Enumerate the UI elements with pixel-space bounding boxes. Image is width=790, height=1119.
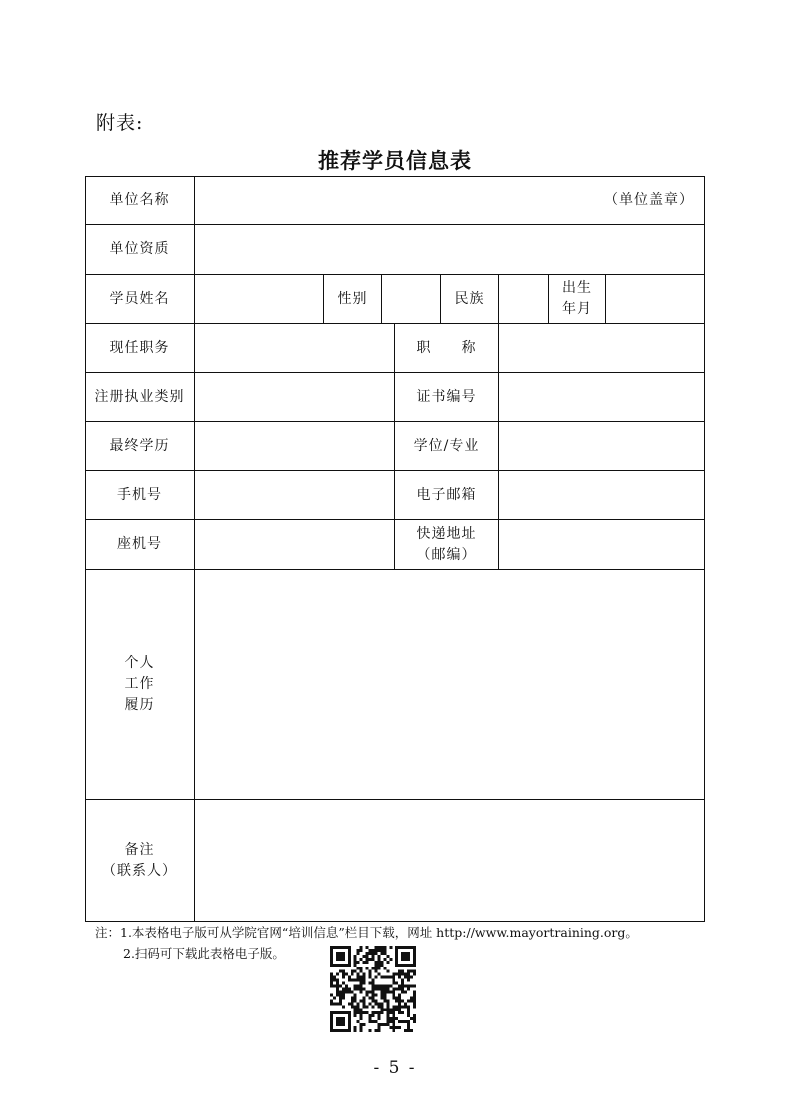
resume-label — [85, 570, 194, 799]
mobile-label: 手机号 — [117, 486, 162, 503]
birth-date-label-line1: 出生 — [562, 280, 592, 296]
education-field[interactable] — [195, 422, 394, 470]
resume-field[interactable] — [195, 570, 704, 799]
page-number: - 5 - — [373, 1058, 417, 1078]
license-category-field[interactable] — [195, 373, 394, 421]
remarks-label-line1: 备注 — [124, 841, 155, 858]
license-category-label: 注册执业类别 — [94, 388, 185, 405]
landline-field[interactable] — [195, 520, 394, 569]
address-field[interactable] — [499, 520, 704, 569]
note-line-2: 2.扫码可下载此表格电子版。 — [123, 946, 285, 961]
job-title-field[interactable] — [499, 324, 704, 372]
ethnicity-field[interactable] — [499, 275, 548, 323]
unit-stamp-note: （单位盖章） — [604, 191, 694, 208]
email-label: 电子邮箱 — [416, 486, 477, 503]
student-name-label: 学员姓名 — [109, 290, 170, 307]
student-info-form — [85, 176, 705, 922]
certificate-no-field[interactable] — [499, 373, 704, 421]
address-label-line2: （邮编） — [416, 546, 477, 563]
current-position-field[interactable] — [195, 324, 394, 372]
student-name-field[interactable] — [195, 275, 323, 323]
unit-name-label: 单位名称 — [109, 191, 170, 208]
gender-field[interactable] — [382, 275, 440, 323]
mobile-field[interactable] — [195, 471, 394, 519]
unit-qualification-field[interactable] — [195, 225, 704, 274]
degree-major-label: 学位/专业 — [413, 437, 480, 454]
resume-label-line2: 工作 — [124, 676, 155, 692]
attachment-label: 附表: — [96, 112, 144, 134]
resume-label-line1: 个人 — [124, 655, 155, 671]
landline-label: 座机号 — [117, 536, 162, 552]
email-field[interactable] — [499, 471, 704, 519]
resume-label-line3: 履历 — [124, 697, 155, 713]
remarks-field[interactable] — [195, 800, 704, 921]
unit-qualification-label: 单位资质 — [109, 241, 170, 257]
remarks-label — [85, 800, 194, 921]
current-position-label: 现任职务 — [109, 339, 170, 356]
birth-date-label — [549, 275, 605, 323]
education-label: 最终学历 — [109, 437, 170, 454]
table-border-right — [704, 176, 705, 922]
degree-major-field[interactable] — [499, 422, 704, 470]
gender-label: 性别 — [337, 290, 368, 307]
certificate-no-label: 证书编号 — [416, 388, 477, 405]
form-title: 推荐学员信息表 — [318, 148, 472, 173]
address-label — [395, 520, 498, 569]
ethnicity-label: 民族 — [454, 290, 485, 307]
remarks-label-line2: （联系人） — [102, 862, 177, 879]
note-line-1: 注：1.本表格电子版可从学院官网“培训信息”栏目下载，网址 http://www.mayortraining.org。 — [95, 925, 638, 940]
birth-date-label-line2: 年月 — [562, 301, 592, 317]
qr-code-icon[interactable] — [330, 946, 416, 1032]
birth-date-field[interactable] — [606, 275, 704, 323]
unit-name-field[interactable] — [195, 176, 704, 224]
address-label-line1: 快递地址 — [416, 525, 477, 542]
job-title-label: 职 称 — [416, 339, 477, 356]
